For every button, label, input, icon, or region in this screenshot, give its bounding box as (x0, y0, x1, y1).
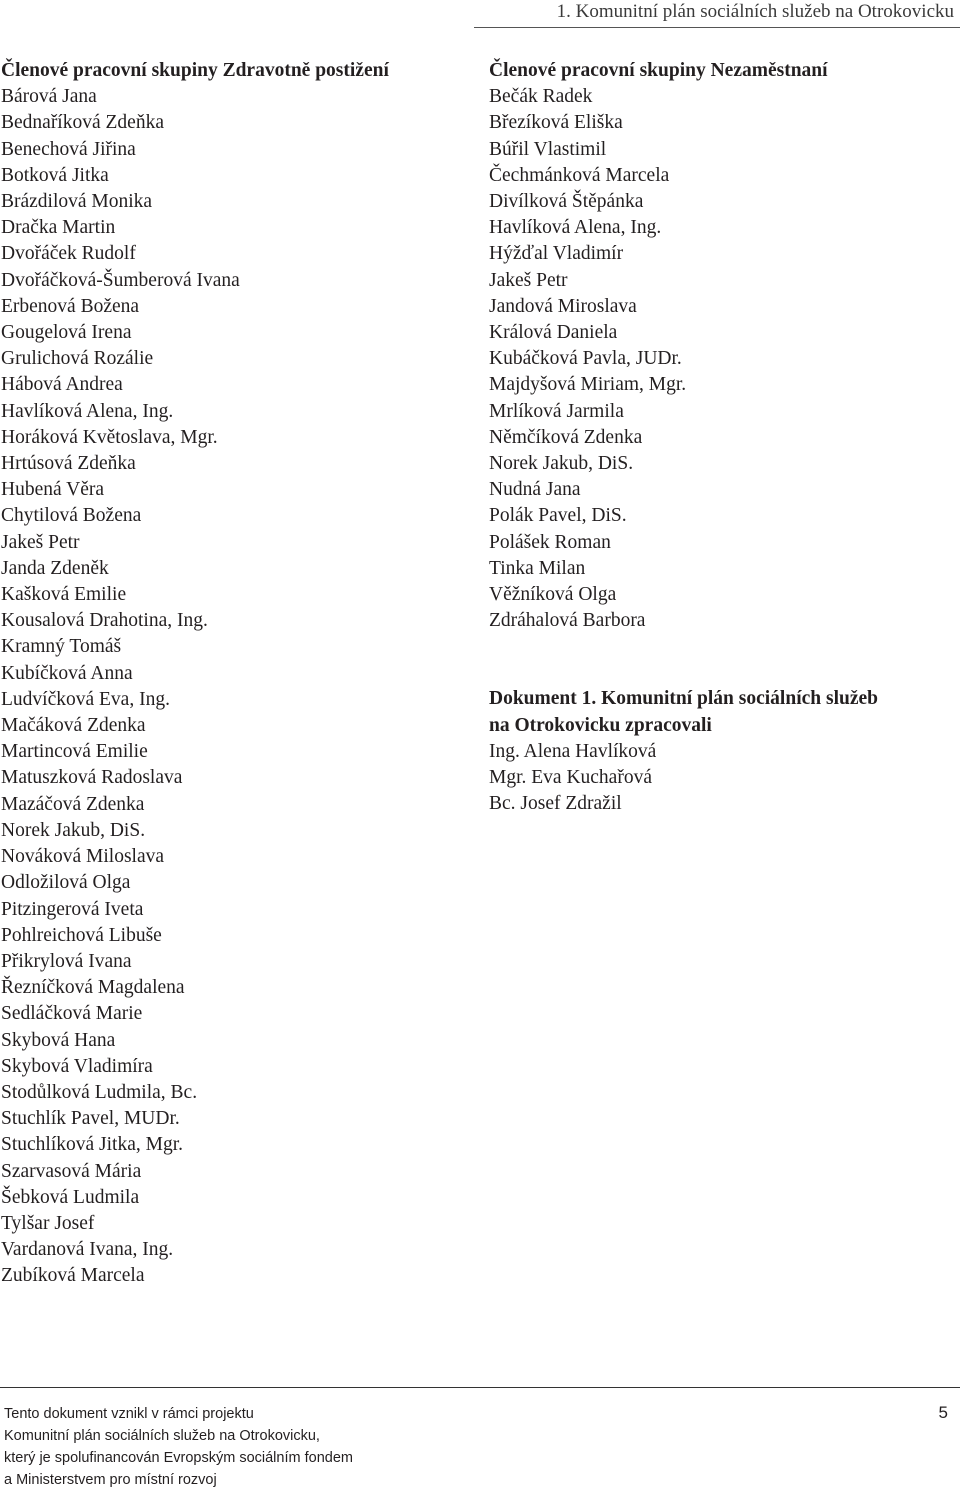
list-item: Skybová Vladimíra (1, 1055, 153, 1077)
page-number: 5 (938, 1403, 948, 1422)
list-item: Kousalová Drahotina, Ing. (1, 610, 208, 632)
list-item: Tinka Milan (489, 557, 586, 579)
list-item: Bárová Jana (1, 86, 97, 108)
list-item: Ludvíčková Eva, Ing. (1, 688, 170, 710)
list-item: Brázdilová Monika (1, 191, 153, 213)
list-item: Pohlreichová Libuše (1, 924, 162, 946)
footer-line: který je spolufinancován Evropským sociálním fondem (4, 1450, 353, 1466)
footer-line: Komunitní plán sociálních služeb na Otrokovicku, (4, 1428, 320, 1444)
list-item: Kubáčková Pavla, JUDr. (489, 348, 682, 370)
list-item: Věžníková Olga (489, 584, 617, 606)
list-item: Tylšar Josef (1, 1212, 95, 1234)
document-heading-line2: na Otrokovicku zpracovali (489, 714, 712, 736)
list-item: Polák Pavel, DiS. (489, 505, 627, 527)
list-item: Stuchlík Pavel, MUDr. (1, 1108, 180, 1130)
list-item: Hrtúsová Zdeňka (1, 453, 136, 475)
list-item: Kramný Tomáš (1, 636, 122, 658)
list-item: Čechmánková Marcela (489, 164, 670, 186)
list-item: Horáková Květoslava, Mgr. (1, 426, 218, 448)
list-item: Majdyšová Miriam, Mgr. (489, 374, 687, 396)
list-item: Mačáková Zdenka (1, 715, 146, 737)
left-column (1, 58, 389, 1290)
list-item: Grulichová Rozálie (1, 348, 154, 370)
list-item: Nudná Jana (489, 479, 581, 501)
right-group-heading: Členové pracovní skupiny Nezaměstnaní (489, 60, 828, 81)
list-item: Sedláčková Marie (1, 1003, 143, 1025)
list-item: Stuchlíková Jitka, Mgr. (1, 1134, 183, 1156)
left-member-list (1, 84, 389, 1289)
list-item: Hubená Věra (1, 479, 105, 501)
list-item: Polášek Roman (489, 531, 611, 553)
list-item: Nováková Miloslava (1, 846, 165, 868)
footer-rule (0, 1387, 960, 1388)
list-item: Matuszková Radoslava (1, 767, 183, 789)
list-item: Skybová Hana (1, 1029, 116, 1051)
list-item: Gougelová Irena (1, 322, 132, 344)
list-item: Norek Jakub, DiS. (1, 819, 146, 841)
list-item: Zubíková Marcela (1, 1265, 145, 1287)
list-item: Mgr. Eva Kuchařová (489, 767, 652, 789)
list-item: Dvořáčková-Šumberová Ivana (1, 269, 240, 291)
right-member-list (489, 84, 878, 634)
document-author-list (489, 739, 878, 818)
list-item: Stodůlková Ludmila, Bc. (1, 1081, 198, 1103)
header-rule (474, 27, 960, 28)
list-item: Němčíková Zdenka (489, 426, 643, 448)
list-item: Szarvasová Mária (1, 1160, 142, 1182)
list-item: Kubíčková Anna (1, 662, 133, 684)
list-item: Pitzingerová Iveta (1, 898, 144, 920)
list-item: Zdráhalová Barbora (489, 610, 646, 632)
list-item: Vardanová Ivana, Ing. (1, 1239, 174, 1261)
list-item: Hýžďal Vladimír (489, 243, 624, 265)
list-item: Bednaříková Zdeňka (1, 112, 164, 134)
footer-line: a Ministerstvem pro místní rozvoj (4, 1472, 217, 1488)
footer-line: Tento dokument vznikl v rámci projektu (4, 1406, 254, 1422)
document-heading-line1: Dokument 1. Komunitní plán sociálních služeb (489, 688, 878, 710)
list-item: Divílková Štěpánka (489, 191, 644, 213)
list-item: Dvořáček Rudolf (1, 243, 136, 265)
list-item: Březíková Eliška (489, 112, 623, 134)
list-item: Búřil Vlastimil (489, 138, 607, 160)
list-item: Norek Jakub, DiS. (489, 453, 634, 475)
list-item: Mazáčová Zdenka (1, 793, 145, 815)
left-group-heading: Členové pracovní skupiny Zdravotně postižení (1, 60, 389, 81)
list-item: Mrlíková Jarmila (489, 400, 624, 422)
running-header: 1. Komunitní plán sociálních služeb na Otrokovicku (556, 1, 954, 22)
list-item: Odložilová Olga (1, 872, 131, 894)
list-item: Bečák Radek (489, 86, 593, 108)
list-item: Jakeš Petr (1, 531, 80, 553)
list-item: Ing. Alena Havlíková (489, 740, 657, 762)
list-item: Šebková Ludmila (1, 1186, 140, 1208)
list-item: Jakeš Petr (489, 269, 568, 291)
list-item: Dračka Martin (1, 217, 116, 239)
list-item: Králová Daniela (489, 322, 618, 344)
list-item: Botková Jitka (1, 164, 109, 186)
list-item: Jandová Miroslava (489, 295, 637, 317)
list-item: Benechová Jiřina (1, 138, 136, 160)
list-item: Bc. Josef Zdražil (489, 793, 622, 815)
list-item: Chytilová Božena (1, 505, 142, 527)
list-item: Řezníčková Magdalena (1, 977, 185, 999)
section-spacer (489, 634, 878, 686)
list-item: Přikrylová Ivana (1, 950, 132, 972)
footer-text (4, 1403, 353, 1491)
list-item: Martincová Emilie (1, 741, 148, 763)
list-item: Havlíková Alena, Ing. (489, 217, 662, 239)
list-item: Hábová Andrea (1, 374, 123, 396)
right-column (489, 58, 878, 817)
list-item: Erbenová Božena (1, 295, 140, 317)
list-item: Kašková Emilie (1, 584, 127, 606)
list-item: Janda Zdeněk (1, 557, 109, 579)
list-item: Havlíková Alena, Ing. (1, 400, 174, 422)
